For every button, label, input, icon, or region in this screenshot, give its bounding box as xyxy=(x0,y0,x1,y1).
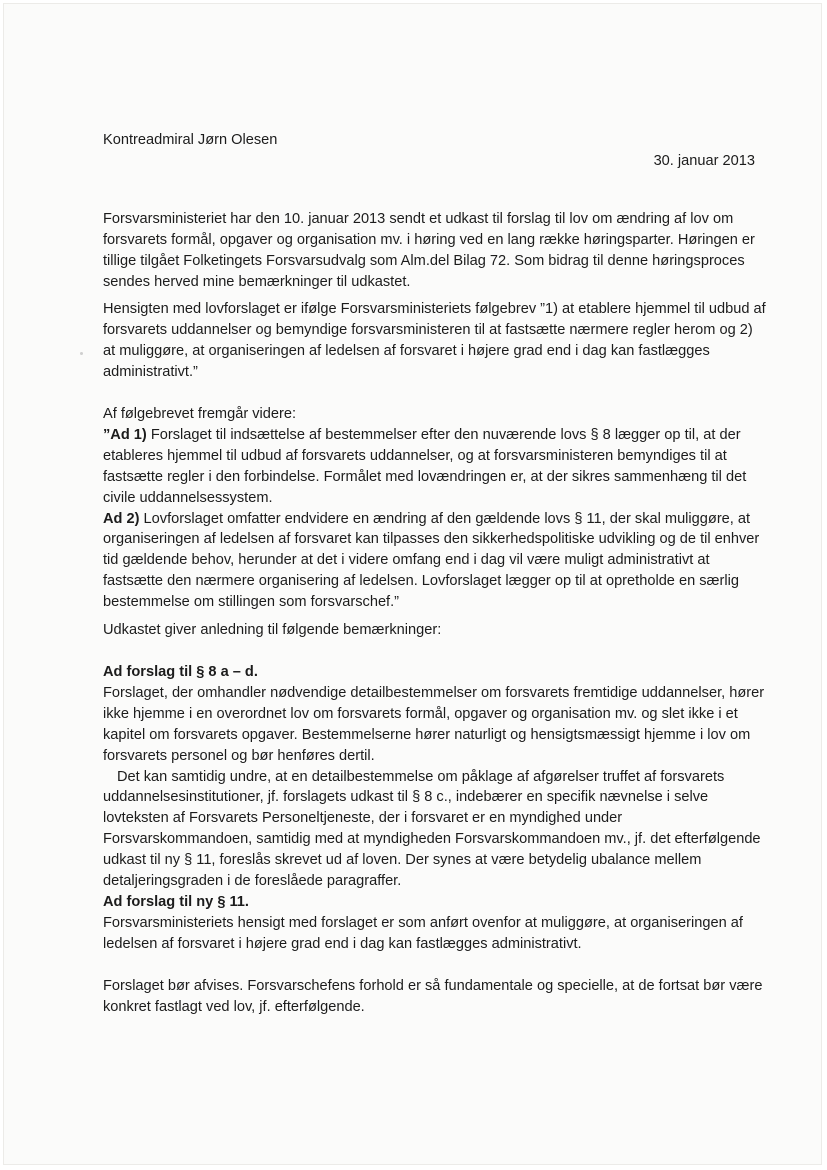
ad1-text: Forslaget til indsættelse af bestemmelser efter den nuværende lovs § 8 lægger op til, at der etableres hjemmel til udbud af forsvarets uddannelser, og at forsvarsministeren bemyndiges til at fastsætte regler i den forbindelse. Formålet med lovændringen er, at der sikres sammenhæng til det civile uddannelsessystem. xyxy=(103,426,747,506)
section-8-paragraph-1: Forslaget, der omhandler nødvendige detailbestemmelser om forsvarets fremtidige uddannelser, hører ikke hjemme i en overordnet lov om forsvarets formål, opgaver og organisation mv. og slet ikke i et kapitel om forsvarets opgaver. Bestemmelserne hører naturligt og hensigtsmæssigt hjemme i lov om forsvarets personel og bør henføres dertil. xyxy=(103,684,765,764)
letter-date: 30. januar 2013 xyxy=(653,153,755,169)
punch-mark xyxy=(80,352,83,355)
purpose-paragraph: Hensigten med lovforslaget er ifølge Forsvarsministeriets følgebrev ”1) at etablere hjemmel til udbud af forsvarets uddannelser og bemyndige forsvarsministeren til at fastsætte nærmere regler herom og 2) at muliggøre, at organiseringen af ledelsen af forsvaret i højere grad end i dag kan fastlægges administrativt.” xyxy=(103,301,766,380)
ad2-text: Lovforslaget omfatter endvidere en ændring af den gældende lovs § 11, der skal muliggøre, at organiseringen af ledelsen af forsvaret kan tilpasses den sikkerhedspolitiske udvikling og de til enhver tid gældende behov, herunder at det i videre omfang end i dag vil være muligt administrativt at fastsætte den nærmere organisering af ledelsen. Lovforslaget lægger op til at opretholde en særlig bestemmelse om stillingen som forsvarschef.” xyxy=(103,510,760,611)
section-8-heading: Ad forslag til § 8 a – d. xyxy=(103,664,258,680)
letter-page xyxy=(4,4,821,1164)
ad2-label: Ad 2) xyxy=(103,510,140,527)
sender-line: Kontreadmiral Jørn Olesen xyxy=(103,132,278,148)
intro-paragraph: Forsvarsministeriet har den 10. januar 2013 sendt et udkast til forslag til lov om ændring af lov om forsvarets formål, opgaver og organisation mv. i høring ved en lang række høringsparter. Høringen er tillige tilgået Folketingets Forsvarsudvalg som Alm.del Bilag 72. Som bidrag til denne høringsproces sendes herved mine bemærkninger til udkastet. xyxy=(103,211,755,290)
rejection-paragraph: Forslaget bør afvises. Forsvarschefens forhold er så fundamentale og specielle, at de fortsat bør være konkret fastlagt ved lov, jf. efterfølgende. xyxy=(103,978,763,1015)
section-11-heading: Ad forslag til ny § 11. xyxy=(103,894,249,910)
section-8-paragraph-2: Det kan samtidig undre, at en detailbestemmelse om påklage af afgørelser truffet af forsvarets uddannelsesinstitutioner, jf. forslagets udkast til § 8 c., indebærer en specifik nævnelse i selve lovteksten af Forsvarets Personeltjeneste, der i forsvaret er en myndighed under Forsvarskommandoen, samtidig med at myndigheden Forsvarskommandoen mv., jf. det efterfølgende udkast til ny § 11, foreslås skrevet ud af loven. Der synes at være betydelig ubalance mellem detaljeringsgraden i de foreslåede paragraffer. xyxy=(103,768,761,890)
followup-intro: Af følgebrevet fremgår videre: xyxy=(103,406,297,422)
remarks-intro: Udkastet giver anledning til følgende bemærkninger: xyxy=(103,622,442,638)
cover-letter-quote xyxy=(103,404,767,613)
ad1-label: ”Ad 1) xyxy=(103,426,147,443)
section-8-remarks xyxy=(103,662,767,892)
section-11-paragraph-1: Forsvarsministeriets hensigt med forslaget er som anført ovenfor at muliggøre, at organiseringen af ledelsen af forsvaret i højere grad end i dag kan fastlægges administrativt. xyxy=(103,914,743,952)
section-11-remarks xyxy=(103,892,767,955)
